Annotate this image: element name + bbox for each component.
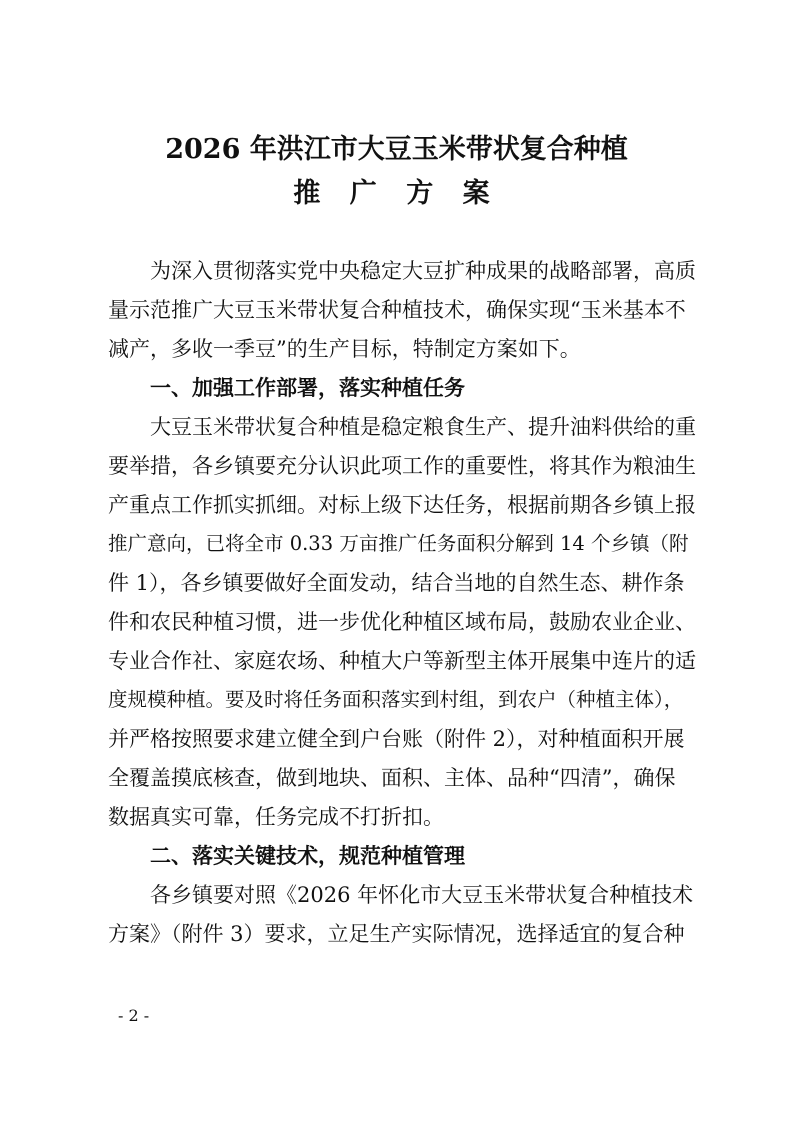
paragraph-line: 件 1），各乡镇要做好全面发动，结合当地的自然生态、耕作条: [108, 571, 685, 595]
paragraph-line: 产重点工作抓实抓细。对标上级下达任务，根据前期各乡镇上报: [108, 493, 696, 517]
document-title-line2: 推 广 方 案: [293, 178, 500, 209]
paragraph-line: 减产，多收一季豆”的生产目标，特制定方案如下。: [108, 337, 581, 361]
section-heading-1: 一、加强工作部署，落实种植任务: [150, 376, 465, 400]
section-heading-2: 二、落实关键技术，规范种植管理: [150, 844, 465, 868]
page-number: - 2 -: [118, 1006, 150, 1025]
document-title-line1: 2026 年洪江市大豆玉米带状复合种植: [165, 134, 628, 165]
paragraph-line: 大豆玉米带状复合种植是稳定粮食生产、提升油料供给的重: [150, 415, 696, 439]
paragraph-line: 专业合作社、家庭农场、种植大户等新型主体开展集中连片的适: [108, 649, 696, 673]
paragraph-line: 件和农民种植习惯，进一步优化种植区域布局，鼓励农业企业、: [108, 610, 696, 634]
paragraph-line: 方案》（附件 3）要求，立足生产实际情况，选择适宜的复合种: [108, 922, 685, 946]
paragraph-line: 度规模种植。要及时将任务面积落实到村组，到农户（种植主体），: [108, 688, 684, 711]
document-body: [108, 258, 696, 960]
paragraph-line: 全覆盖摸底核查，做到地块、面积、主体、品种“四清”，确保: [108, 766, 676, 790]
paragraph-line: 数据真实可靠，任务完成不打折扣。: [108, 805, 444, 829]
paragraph-line: 各乡镇要对照《2026 年怀化市大豆玉米带状复合种植技术: [150, 883, 694, 907]
paragraph-line: 量示范推广大豆玉米带状复合种植技术，确保实现“玉米基本不: [108, 298, 686, 322]
paragraph-line: 并严格按照要求建立健全到户台账（附件 2），对种植面积开展: [108, 727, 685, 751]
paragraph-line: 推广意向，已将全市 0.33 万亩推广任务面积分解到 14 个乡镇（附: [108, 532, 689, 555]
paragraph-line: 要举措，各乡镇要充分认识此项工作的重要性，将其作为粮油生: [108, 454, 696, 478]
paragraph-line: 为深入贯彻落实党中央稳定大豆扩种成果的战略部署，高质: [150, 259, 696, 283]
